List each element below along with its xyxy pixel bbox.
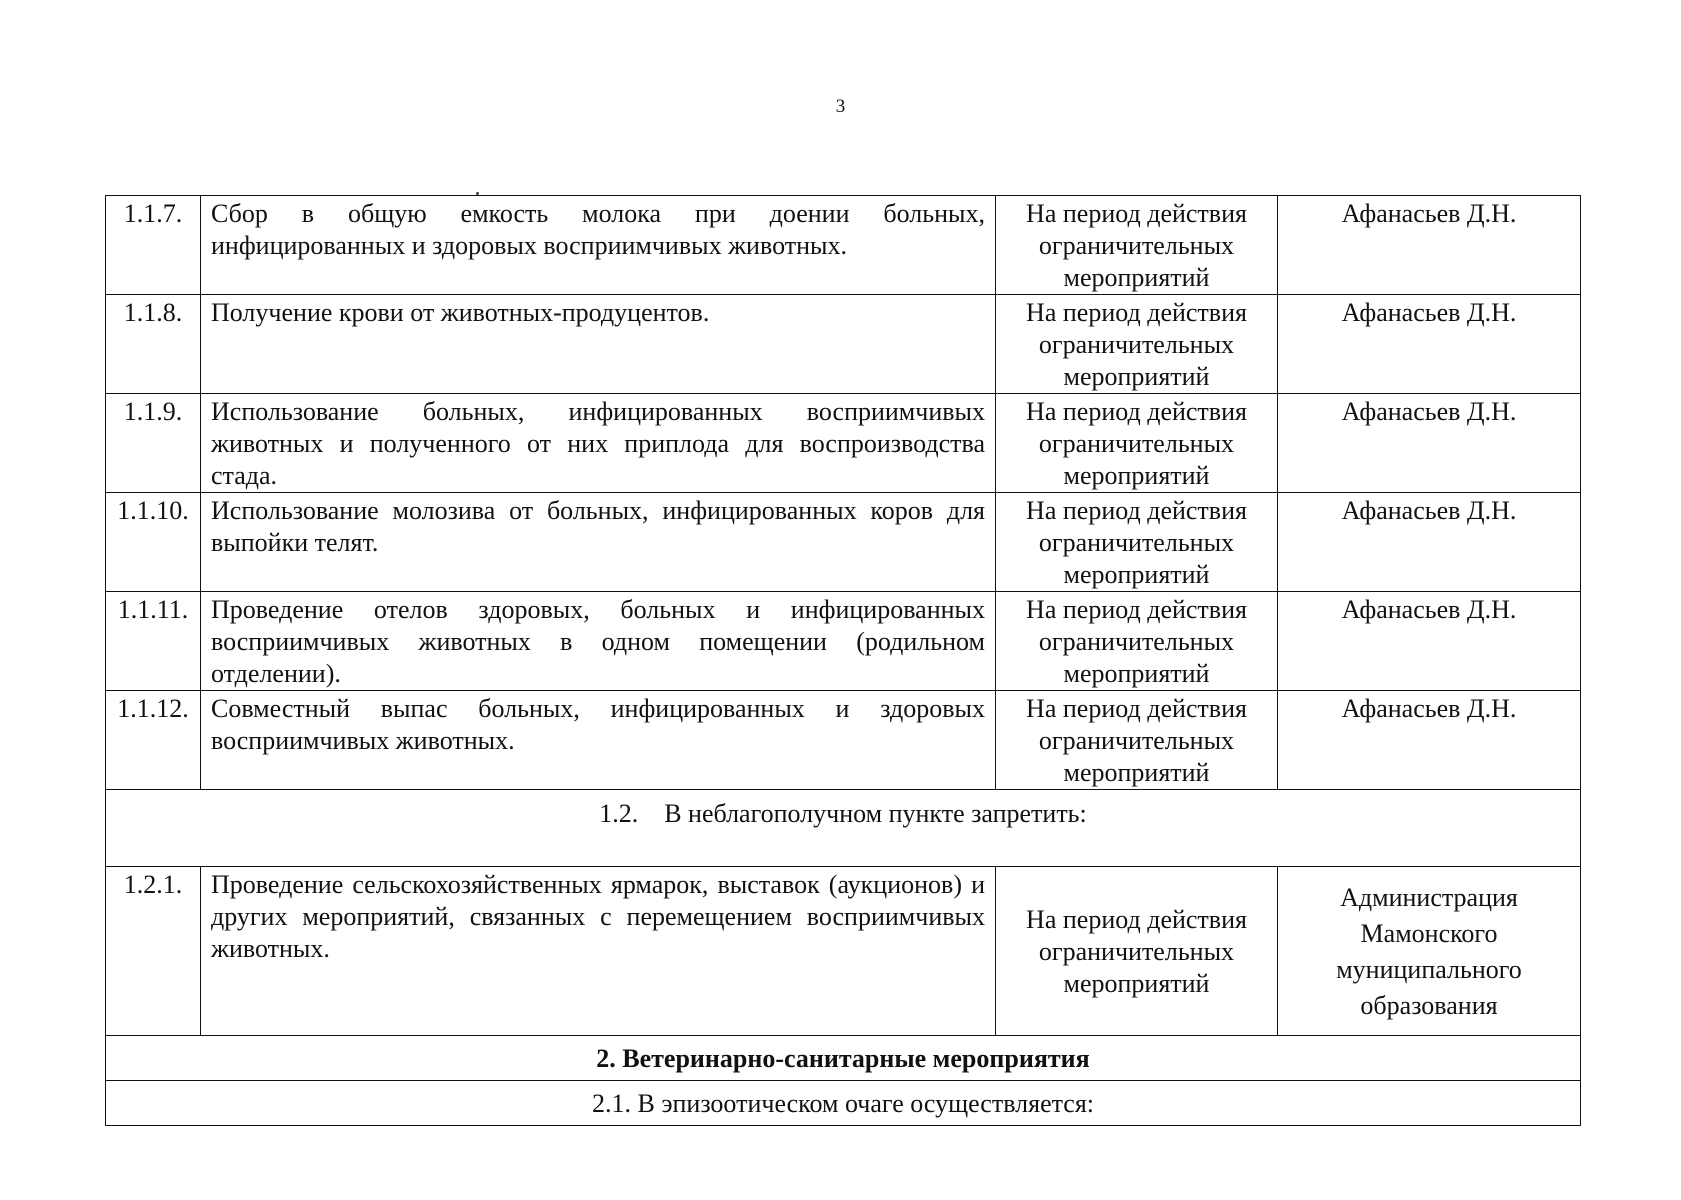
table-row — [106, 295, 1581, 394]
measure-text: Получение крови от животных-продуцентов. — [201, 295, 996, 394]
measure-text: Использование молозива от больных, инфицированных коров для выпойки телят. — [201, 493, 996, 592]
responsible-cell: Афанасьев Д.Н. — [1278, 493, 1581, 592]
page-number: 3 — [835, 96, 846, 117]
measure-text: Проведение сельскохозяйственных ярмарок, выставок (аукционов) и других мероприятий, связанных с перемещением восприимчивых животных. — [201, 867, 996, 1036]
section-subheading-2-1 — [106, 1081, 1581, 1126]
item-number: 1.1.7. — [106, 196, 201, 295]
table-row — [106, 592, 1581, 691]
section-heading-2 — [106, 1036, 1581, 1081]
table-row — [106, 691, 1581, 790]
table-row — [106, 867, 1581, 1036]
responsible-cell: Афанасьев Д.Н. — [1278, 592, 1581, 691]
section-row-1-2 — [106, 790, 1581, 867]
table-row — [106, 196, 1581, 295]
period-cell: На период действия ограничительных мероприятий — [996, 867, 1278, 1036]
period-cell: На период действия ограничительных мероприятий — [996, 493, 1278, 592]
measure-text: Проведение отелов здоровых, больных и инфицированных восприимчивых животных в одном помещении (родильном отделении). — [201, 592, 996, 691]
section-title — [106, 790, 1581, 867]
measures-table — [105, 195, 1581, 1126]
measure-text: Использование больных, инфицированных восприимчивых животных и полученного от них приплода для воспроизводства стада. — [201, 394, 996, 493]
measure-text: Сбор в общую емкость молока при доении больных, инфицированных и здоровых восприимчивых животных. — [201, 196, 996, 295]
item-number: 1.1.10. — [106, 493, 201, 592]
period-cell: На период действия ограничительных мероприятий — [996, 295, 1278, 394]
period-cell: На период действия ограничительных мероприятий — [996, 196, 1278, 295]
section-heading: 2. Ветеринарно-санитарные мероприятия — [106, 1036, 1581, 1081]
responsible-cell: Афанасьев Д.Н. — [1278, 196, 1581, 295]
table-row — [106, 394, 1581, 493]
section-number: 1.2. — [599, 799, 639, 828]
section-subheading: 2.1. В эпизоотическом очаге осуществляется: — [106, 1081, 1581, 1126]
item-number: 1.2.1. — [106, 867, 201, 1036]
period-cell: На период действия ограничительных мероприятий — [996, 394, 1278, 493]
period-cell: На период действия ограничительных мероприятий — [996, 592, 1278, 691]
measure-text: Совместный выпас больных, инфицированных и здоровых восприимчивых животных. — [201, 691, 996, 790]
period-cell: На период действия ограничительных мероприятий — [996, 691, 1278, 790]
responsible-cell: Афанасьев Д.Н. — [1278, 394, 1581, 493]
item-number: 1.1.11. — [106, 592, 201, 691]
responsible-cell: Администрация Мамонского муниципального образования — [1278, 867, 1581, 1036]
item-number: 1.1.12. — [106, 691, 201, 790]
responsible-cell: Афанасьев Д.Н. — [1278, 691, 1581, 790]
section-text: В неблагополучном пункте запретить: — [664, 799, 1087, 828]
item-number: 1.1.8. — [106, 295, 201, 394]
item-number: 1.1.9. — [106, 394, 201, 493]
table-row — [106, 493, 1581, 592]
responsible-cell: Афанасьев Д.Н. — [1278, 295, 1581, 394]
